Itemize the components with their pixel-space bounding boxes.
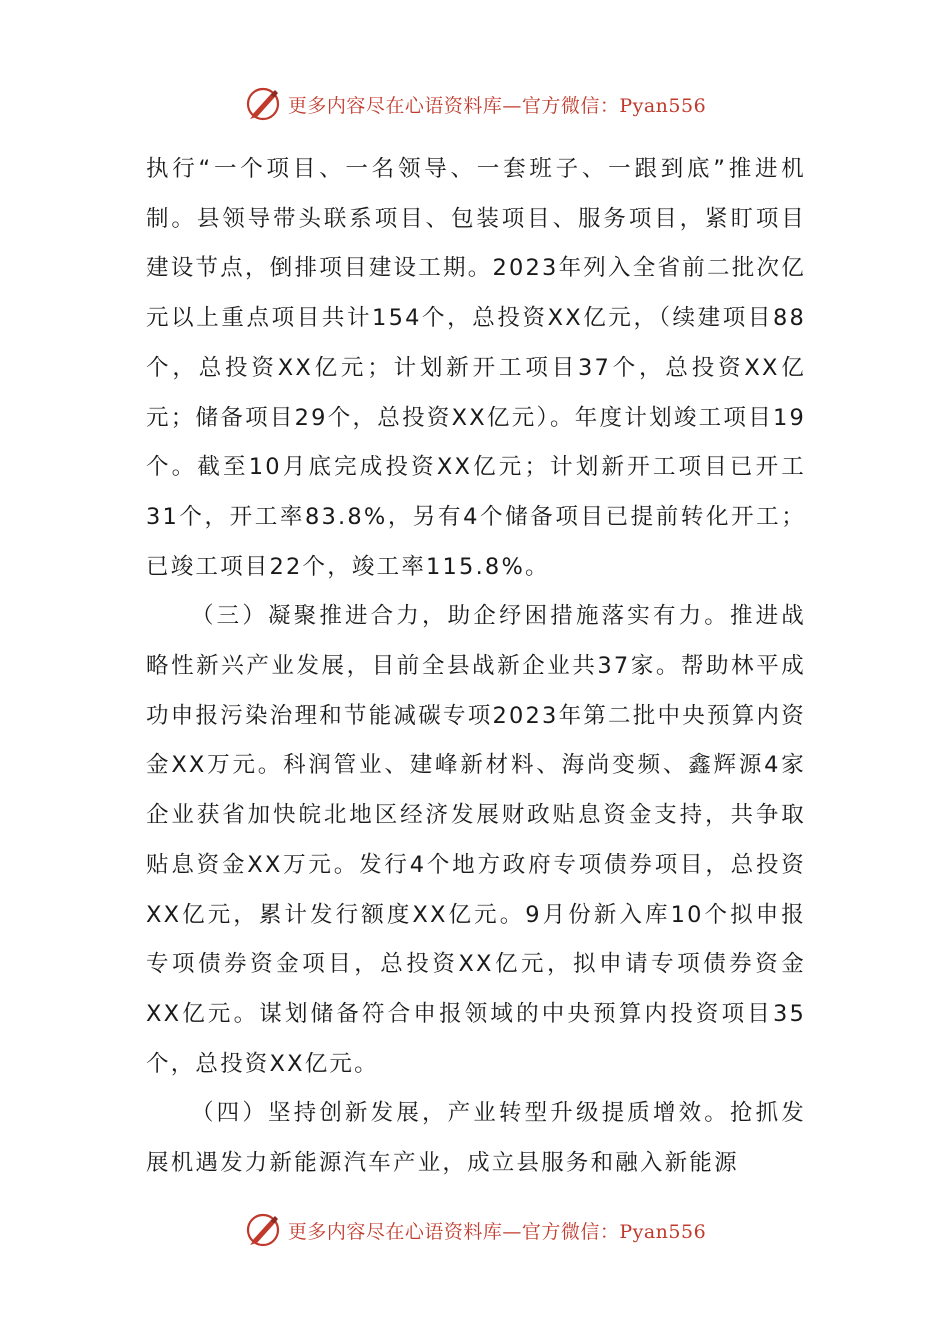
- header-watermark-text: 更多内容尽在心语资料库—官方微信：Pyan556: [287, 94, 707, 117]
- footer-watermark-text: 更多内容尽在心语资料库—官方微信：Pyan556: [287, 1220, 707, 1243]
- footer-watermark: [0, 1208, 950, 1252]
- paragraph-section-four: （四）坚持创新发展，产业转型升级提质增效。抢抓发展机遇发力新能源汽车产业，成立县服务和融入新能源: [146, 1100, 806, 1177]
- document-body: [146, 145, 806, 1189]
- header-watermark: [0, 82, 950, 126]
- pen-logo-icon: [244, 85, 282, 123]
- paragraph-project-progress: 执行“一个项目、一名领导、一套班子、一跟到底”推进机制。县领导带头联系项目、包装项目、服务项目，紧盯项目建设节点，倒排项目建设工期。2023年列入全省前二批次亿元以上重点项目共计154个，总投资XX亿元，（续建项目88个，总投资XX亿元；计划新开工项目37个，总投资XX亿元；储备项目29个，总投资XX亿元）。年度计划竣工项目19个。截至10月底完成投资XX亿元；计划新开工项目已开工31个，开工率83.8%，另有4个储备项目已提前转化开工；已竣工项目22个，竣工率115.8%。: [146, 156, 806, 580]
- paragraph-section-three: （三）凝聚推进合力，助企纾困措施落实有力。推进战略性新兴产业发展，目前全县战新企业共37家。帮助林平成功申报污染治理和节能减碳专项2023年第二批中央预算内资金XX万元。科润管业、建峰新材料、海尚变频、鑫辉源4家企业获省加快皖北地区经济发展财政贴息资金支持，共争取贴息资金XX万元。发行4个地方政府专项债券项目，总投资XX亿元，累计发行额度XX亿元。9月份新入库10个拟申报专项债券资金项目，总投资XX亿元，拟申请专项债券资金XX亿元。谋划储备符合申报领域的中央预算内投资项目35个，总投资XX亿元。: [146, 603, 806, 1077]
- pen-logo-icon: [244, 1211, 282, 1249]
